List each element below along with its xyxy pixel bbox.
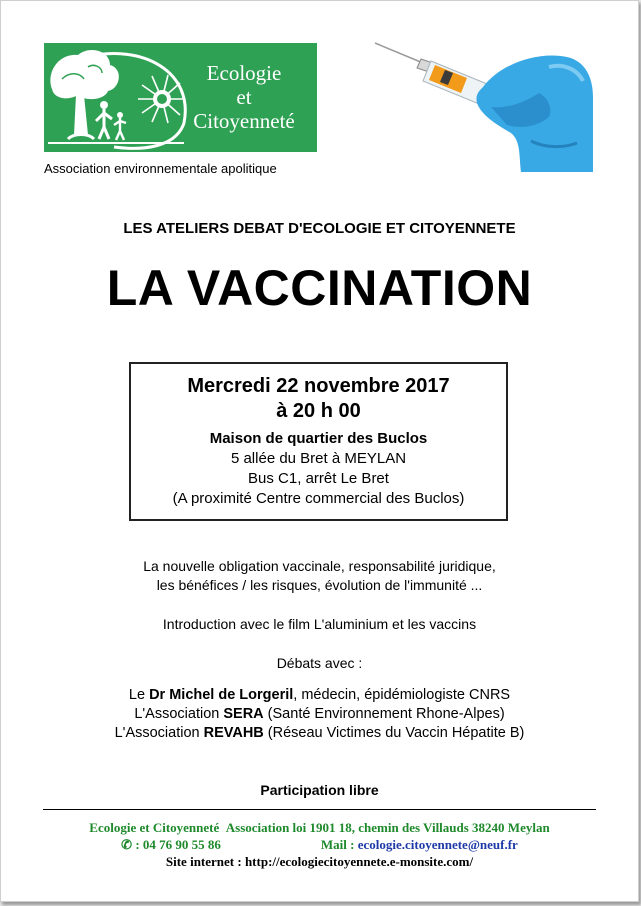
- event-info-box: [129, 362, 508, 521]
- event-series-heading: LES ATELIERS DEBAT D'ECOLOGIE ET CITOYENNETE: [123, 220, 516, 237]
- topics-paragraph: [1, 557, 638, 595]
- event-time: à 20 h 00: [276, 400, 361, 422]
- debates-heading: Débats avec :: [276, 655, 363, 671]
- topics-line-1: La nouvelle obligation vaccinale, responsabilité juridique,: [143, 558, 496, 574]
- footer-phone: : 04 76 90 55 86: [135, 837, 221, 852]
- event-bus: Bus C1, arrêt Le Bret: [248, 470, 389, 487]
- logo-wordmark: [178, 61, 310, 133]
- speaker-prefix: L'Association: [134, 706, 224, 722]
- speaker-prefix: Le: [128, 687, 150, 703]
- event-date: Mercredi 22 novembre 2017: [187, 375, 450, 397]
- speaker-detail: , médecin, épidémiologiste CNRS: [293, 687, 511, 703]
- speaker-line: [1, 686, 638, 705]
- logo-line-2: et: [236, 85, 252, 109]
- phone-icon: ✆: [121, 837, 133, 852]
- syringe-glove-icon: [371, 37, 593, 172]
- speaker-name: SERA: [223, 706, 264, 722]
- footer-divider: [43, 809, 596, 810]
- speaker-name: Dr Michel de Lorgeril: [149, 687, 294, 703]
- participation-note: Participation libre: [260, 782, 379, 798]
- event-title: LA VACCINATION: [106, 260, 533, 316]
- event-venue: Maison de quartier des Buclos: [209, 430, 428, 447]
- logo-line-3: Citoyenneté: [193, 109, 295, 133]
- tree-sun-family-icon: [44, 43, 189, 152]
- footer-org: Ecologie et Citoyenneté: [89, 820, 220, 835]
- topics-line-2: les bénéfices / les risques, évolution de l'immunité ...: [156, 577, 483, 593]
- footer-website-label: Site internet :: [165, 854, 242, 869]
- film-intro: Introduction avec le film L'aluminium et les vaccins: [162, 616, 477, 632]
- footer-website-link[interactable]: http://ecologiecitoyennete.e-monsite.com/: [244, 854, 474, 869]
- footer-line-3: [1, 853, 638, 870]
- event-address: 5 allée du Bret à MEYLAN: [230, 450, 407, 467]
- footer-email-link[interactable]: ecologie.citoyennete@neuf.fr: [357, 837, 518, 852]
- footer-mail-label: Mail :: [320, 837, 355, 852]
- association-subtitle: Association environnementale apolitique: [44, 161, 277, 176]
- association-logo: [44, 43, 317, 152]
- speaker-line: [1, 724, 638, 743]
- footer: [1, 819, 638, 870]
- event-nearby: (A proximité Centre commercial des Buclos): [172, 490, 465, 507]
- speaker-name: REVAHB: [203, 725, 264, 741]
- speaker-detail: (Santé Environnement Rhone-Alpes): [263, 706, 505, 722]
- speakers-list: [1, 686, 638, 743]
- footer-address: Association loi 1901 18, chemin des Villauds 38240 Meylan: [225, 820, 550, 835]
- logo-line-1: Ecologie: [206, 61, 282, 85]
- speaker-line: [1, 705, 638, 724]
- speaker-prefix: L'Association: [114, 725, 204, 741]
- footer-line-2: [1, 836, 638, 853]
- speaker-detail: (Réseau Victimes du Vaccin Hépatite B): [263, 725, 525, 741]
- footer-line-1: [1, 819, 638, 836]
